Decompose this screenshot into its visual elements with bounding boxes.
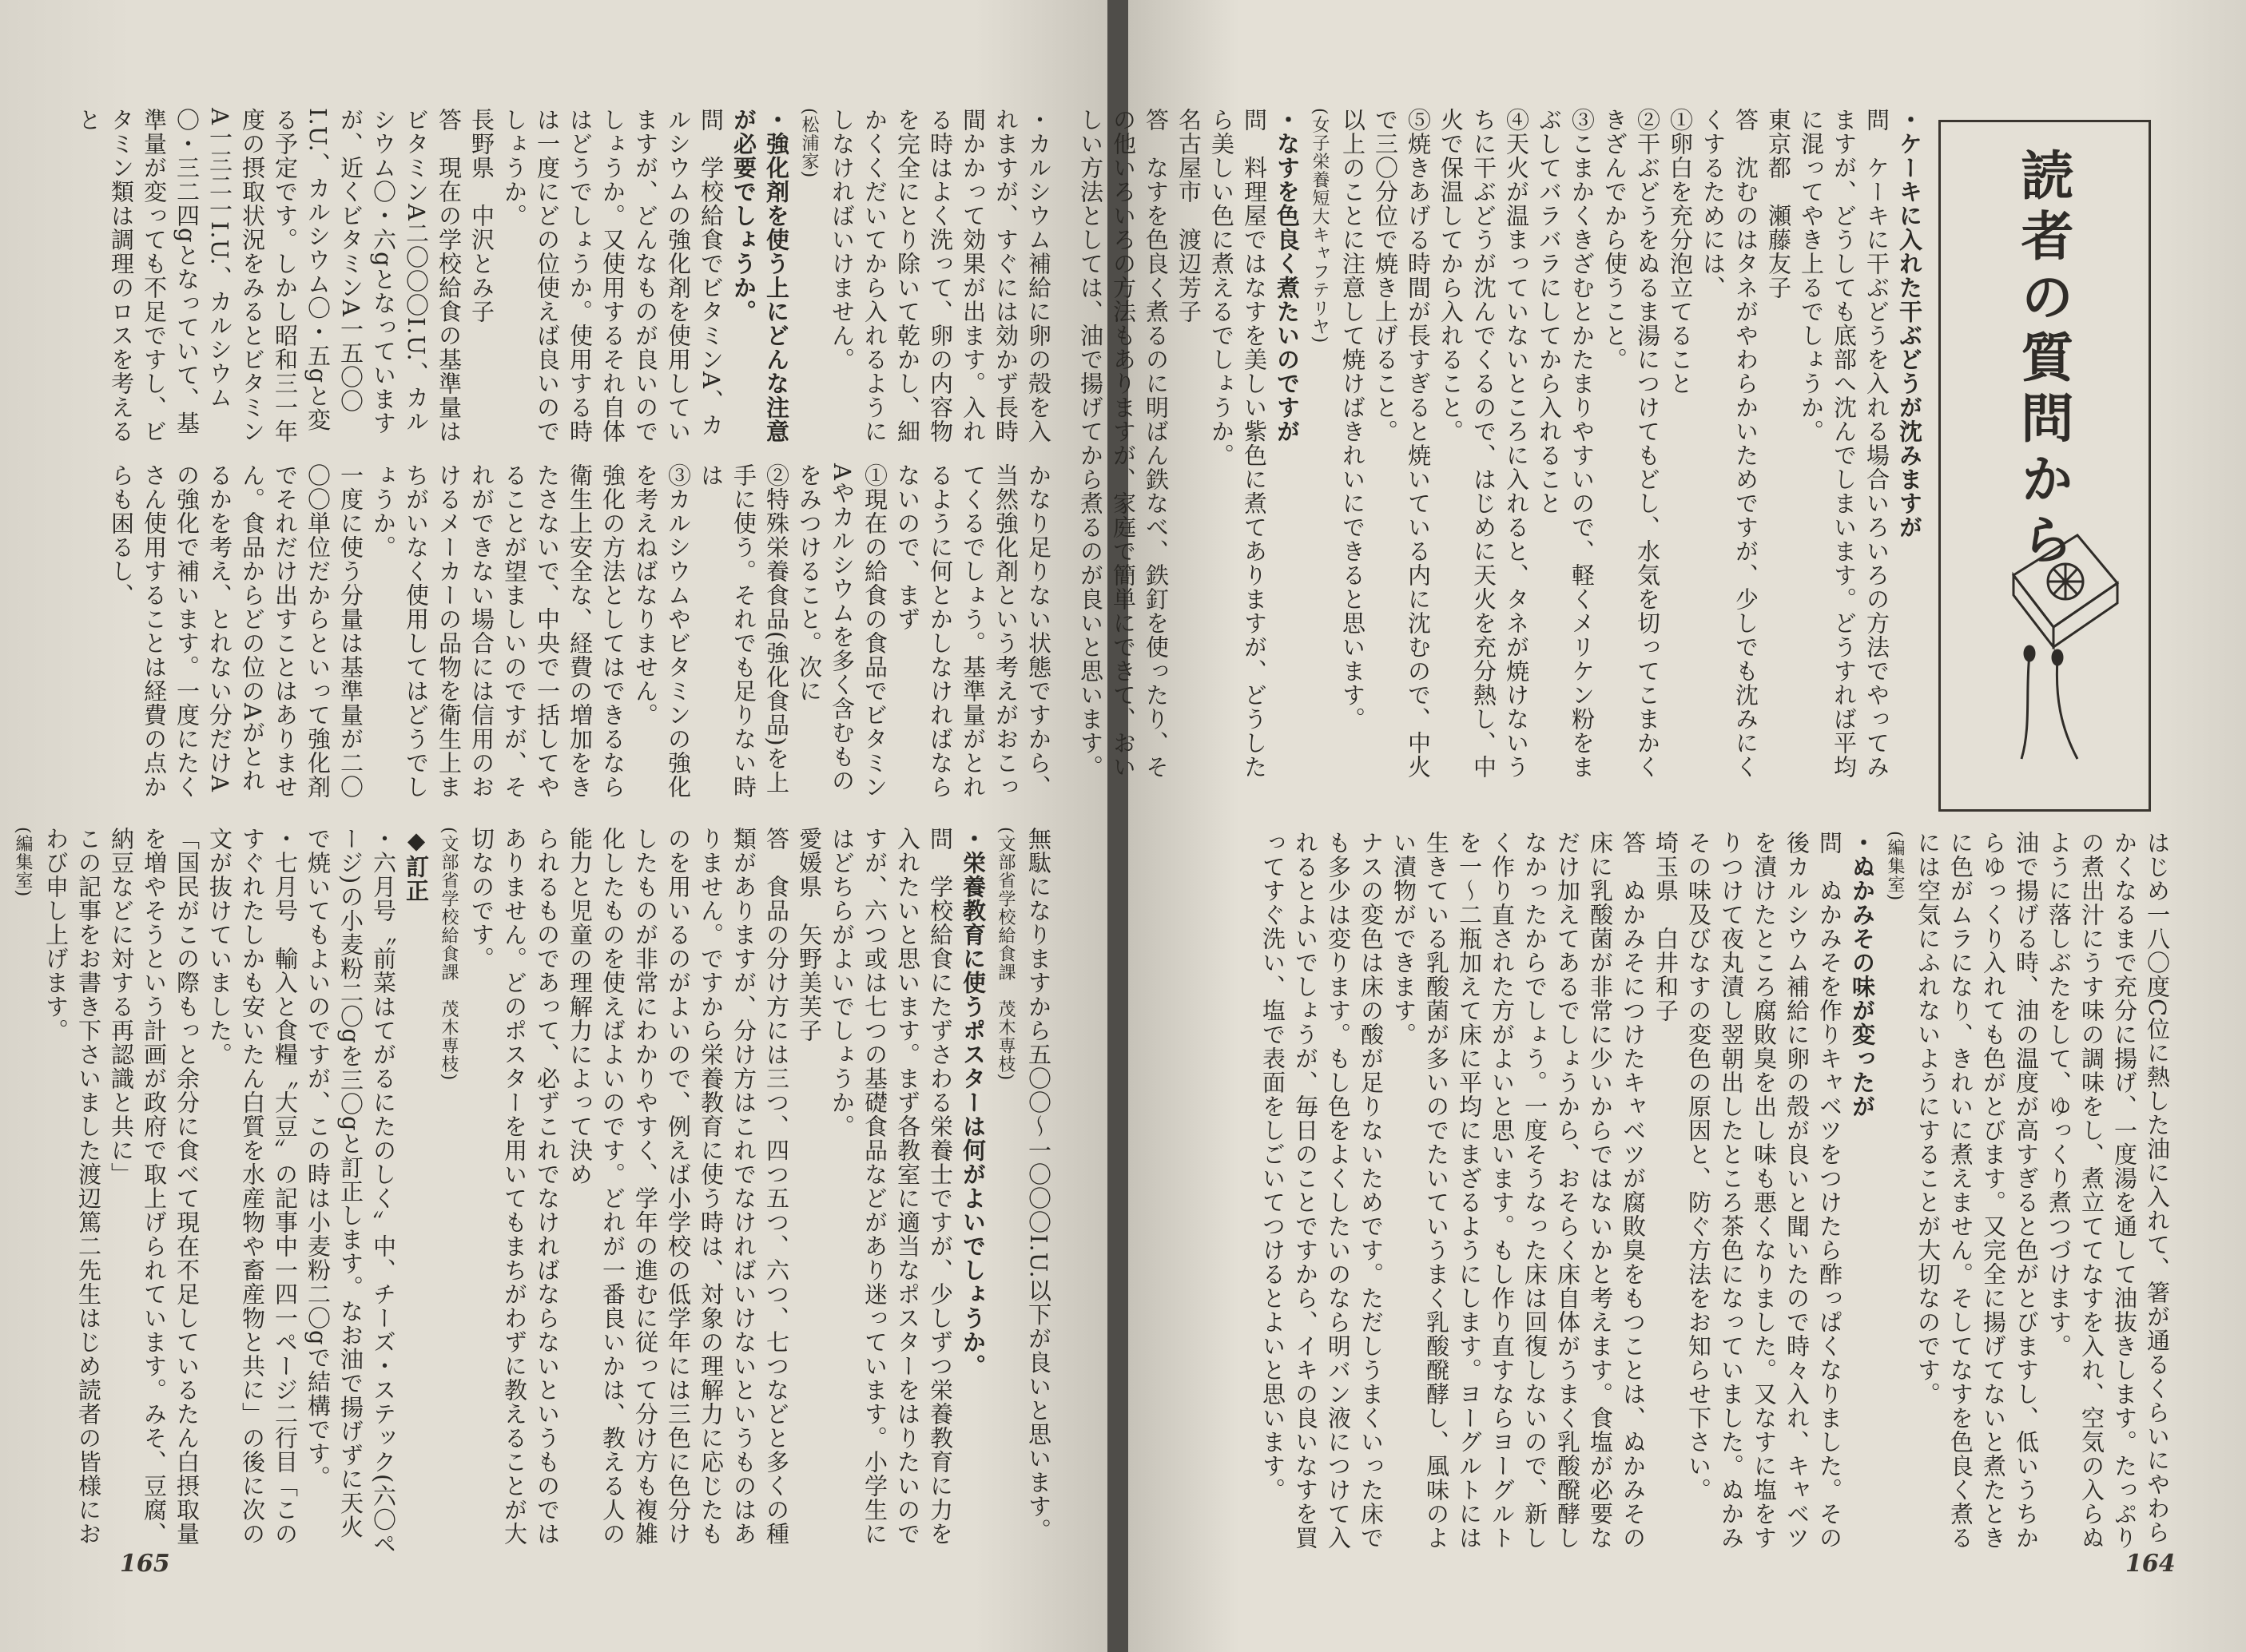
correction-item: ・六月号〝前菜はてがるにたのしく〟中、チーズ・ステック(六〇ページ)の小麦粉二〇gを三〇gと訂正します。なお油で揚げずに天火で焼いてもよいのですが、この時は小麦粉二〇gで結構です。 xyxy=(304,827,397,1556)
answer-source: (文部省学校給食課 茂木専枝) xyxy=(439,827,459,1082)
answer-body: 強化の方法としてはできるなら衛生上安全な、経費の増加をきたさないで、中央で一括してやることが望ましいのですが、それができない場合には信用のおけるメーカーの品物を衛生上まちがいなく使用してはどうでしょうか。 xyxy=(370,463,626,799)
question-heading: ・ぬかみその味が変ったが xyxy=(1849,831,1876,1118)
answer-continued: 無駄になりますから五〇〇～一〇〇〇I.U.以下が良いと思います。 xyxy=(1025,827,1052,1543)
answer-body: 一度に使う分量は基準量が二〇〇〇単位だからといって強化剤でそれだけ出すことはありません。食品からどの位のAがとれるかを考え、とれない分だけAの強化で補います。一度にたくさん使用することは経費の点からも困るし、 xyxy=(108,463,364,799)
left-page-bottom-text xyxy=(13,827,1055,1562)
answer-continued: ・カルシウム補給に卵の殻を入れますが、すぐには効かず長時間かかって効果が出ます。入れる時はよく洗って、卵の内容物を完全にとり除いて乾かし、細かくくだいてから入れるようにしなければいけません。 xyxy=(829,108,1052,443)
question-heading: ・ケーキに入れた干ぶどうが沈みますが xyxy=(1896,108,1923,539)
question-author: 埼玉県 白井和子 xyxy=(1652,831,1680,1023)
page-number-left: 165 xyxy=(120,1550,170,1578)
page-number-right: 164 xyxy=(2125,1550,2176,1578)
question-author: 愛媛県 矢野美芙子 xyxy=(796,827,823,1042)
answer-step: ③カルシウムやビタミンの強化を考えねばなりません。 xyxy=(632,463,692,799)
right-page-bottom-text xyxy=(1191,831,2173,1566)
question-heading: ・強化剤を使う上にどんな注意が必要でしょうか。 xyxy=(730,108,790,443)
question-author: 東京都 瀬藤友子 xyxy=(1765,108,1792,300)
answer-body: 答 なすを色良く煮るのに明ばん鉄なべ、鉄釘を使ったり、その他いろいろの方法もありますが、家庭で簡単にできて、おいしい方法としては、油で揚げてから煮るのが良いと思います。 xyxy=(1077,108,1170,779)
correction-item: ・七月号 輸入と食糧〝大豆〟の記事中一四一ページ二行目「このすぐれたしかも安いたん白質を水産物や畜産物と共に」の後に次の文が抜けていました。 xyxy=(206,827,299,1546)
question-body: 問 ぬかみそを作りキャベツをつけたら酢っぱくなりました。その後カルシウム補給に卵の殻が良いと聞いたので時々入れ、キャベツを漬けたところ腐敗臭を出し味も悪くなりました。又なすに塩をすりつけて夜丸漬し翌朝出したところ茶色になっていました。ぬかみその味及びなすの変色の原因と、防ぐ方法をお知らせ下さい。 xyxy=(1685,831,1843,1550)
answer-step: ⑤焼きあげる時間が長すぎると焼いている内に沈むので、中火で三〇分位で焼き上げること。 xyxy=(1372,108,1432,779)
answer-step: ①卵白を充分泡立てること xyxy=(1667,108,1694,395)
right-page-top-text xyxy=(1077,108,1926,779)
page-title: 読者の質問から xyxy=(2012,148,2074,573)
answer-body: 答 現在の学校給食の基準量はビタミンA二〇〇〇I.U.、カルシウム〇・六gとなっていますが、近くビタミンA一五〇〇I.U.、カルシウム〇・五gと変る予定です。しかし昭和三一年度の摂取状況をみるとビタミンA一三二一I.U.、カルシウム〇・三二四gとなっていて、基準量が変っても不足ですし、ビタミン類は調理のロスを考えると xyxy=(75,108,463,443)
answer-source: (女子栄養短大キャフテリヤ) xyxy=(1310,108,1330,344)
answer-body: 答 食品の分け方には三つ、四つ五つ、六つ、七つなどと多くの種類がありますが、分け方はこれでなければいけないというものはありません。ですから栄養教育に使う時は、対象の理解力に応じたものを用いるのがよいので、例えば小学校の低学年には三色に色分けしたものが非常にわかりやすく、学年の進むに従って分け方も複雑化したものを使えばよいのです。どれが一番良いかは、教える人の能力と児童の理解力によって決め xyxy=(566,827,790,1546)
answer-body: 答 沈むのはタネがやわらかいためですが、少しでも沈みにくくするためには、 xyxy=(1699,108,1759,779)
answer-source: (編集室) xyxy=(13,827,33,898)
question-author: 長野県 中沢とみ子 xyxy=(468,108,495,324)
answer-body: 油で揚げる時、油の温度が高すぎると色がとびますし、低いうちからゆっくり入れても色がとびます。又完全に揚げてないと煮たときに色がムラになり、きれいに煮えません。そしてなすを色良く煮るには空気にふれないようにすることが大切なのです。 xyxy=(1914,831,2040,1550)
correction-item: 「国民がこの際もっと余分に食べて現在不足しているたん白摂取量を増やそうという計画が政府で取上げられています。みそ、豆腐、納豆などに対する再認識と共に」 xyxy=(108,827,201,1546)
answer-continued: はじめ一八〇度C位に熱した油に入れて、箸が通るくらいにやわらかくなるまで充分に揚げ、一度湯を通して油抜きします。たっぷりの煮出汁にうす味の調味をし、煮立ててなすを入れ、空気の入らぬように落しぶたをして、ゆっくり煮つづけます。 xyxy=(2045,831,2171,1550)
correction-heading: ◆訂正 xyxy=(403,827,430,903)
matchbox-illustration xyxy=(1982,519,2125,767)
question-body: 問 料理屋ではなすを美しい紫色に煮てありますが、どうしたら美しい色に煮えるでしょうか。 xyxy=(1208,108,1268,779)
question-author: 名古屋市 渡辺芳子 xyxy=(1175,108,1203,324)
question-heading: ・栄養教育に使うポスターは何がよいでしょうか。 xyxy=(960,827,987,1378)
answer-source: (文部省学校給食課 茂木専枝) xyxy=(996,827,1016,1082)
answer-body: 答 ぬかみそにつけたキャベツが腐敗臭をもつことは、ぬかみその床に乳酸菌が非常に少いからではないかと考えます。食塩が必要なだけ加えてあるでしょうから、おそらく床自体がうまく乳酸醗酵しなかったからでしょう。一度そうなった床は回復しないので、新しく作り直された方がよいと思います。もし作り直すならヨーグルトを一～二瓶加えて床に平均にまざるようにします。ヨーグルトには生きている乳酸菌が多いのでたいていうまく乳酸醗酵し、風味のよい漬物ができます。 xyxy=(1390,831,1647,1550)
answer-step: ②干ぶどうをぬるま湯につけてもどし、水気を切ってこまかくきざんでから使うこと。 xyxy=(1601,108,1661,779)
question-heading: ・なすを色良く煮たいのですが xyxy=(1274,108,1301,443)
question-body: 問 学校給食でビタミンA、カルシウムの強化剤を使用していますが、どんなものが良いのでしょうか。又使用するそれ自体はどうでしょうか。使用する時は一度にどの位使えば良いのでしょうか。 xyxy=(501,108,725,443)
answer-body: ナスの変色は床の酸が足りないためです。ただしうまくいった床でも多少は変ります。もし色をよくしたいのなら明バン液につけて入れるとよいでしょうが、毎日のことですから、イキの良いなすを買ってすぐ洗い、塩で表面をしごいてつけるとよいと思います。 xyxy=(1259,831,1385,1550)
answer-step: ①現在の給食の食品でビタミンAやカルシウムを多く含むものをみつけること。次に xyxy=(796,463,888,799)
answer-continued: られるものであって、必ずこれでなければならないというものではありません。どのポスターを用いてもまちがわずに教えることが大切なのです。 xyxy=(468,827,561,1546)
question-body: 問 学校給食にたずさわる栄養士ですが、少しずつ栄養教育に力を入れたいと思います。まず各教室に適当なポスターをはりたいのですが、六つ或は七つの基礎食品などがあり迷っています。小学生にはどちらがよいでしょうか。 xyxy=(829,827,954,1546)
left-page-top-right-text xyxy=(75,108,1055,451)
answer-source: (松浦家) xyxy=(799,108,819,179)
answer-conclusion: 以上のことに注意して焼けばきれいにできると思います。 xyxy=(1339,108,1366,731)
answer-source: (編集室) xyxy=(1885,831,1905,902)
left-page-middle-text xyxy=(104,463,1055,807)
answer-step: ②特殊栄養食品(強化食品)を上手に使う。それでも足りない時は xyxy=(698,463,790,799)
apology-text: この記事をお書き下さいました渡辺篤二先生はじめ読者の皆様におわび申し上げます。 xyxy=(42,827,102,1546)
answer-continued: かなり足りない状態ですから、当然強化剤という考えがおこってくるでしょう。基準量がとれるように何とかしなければならないので、まず xyxy=(894,463,1052,799)
answer-step: ④天火が温まっていないところに入れると、タネが焼けないうちに干ぶどうが沈んでくるので、はじめに天火を充分熱し、中火で保温してから入れること。 xyxy=(1437,108,1530,779)
question-body: 問 ケーキに干ぶどうを入れる場合いろいろの方法でやってみますが、どうしても底部へ沈んでしまいます。どうすれば平均に混ってやき上るでしょうか。 xyxy=(1798,108,1890,779)
answer-step: ③こまかくきざむとかたまりやすいので、軽くメリケン粉をまぶしてバラバラにしてから入れること xyxy=(1536,108,1596,779)
